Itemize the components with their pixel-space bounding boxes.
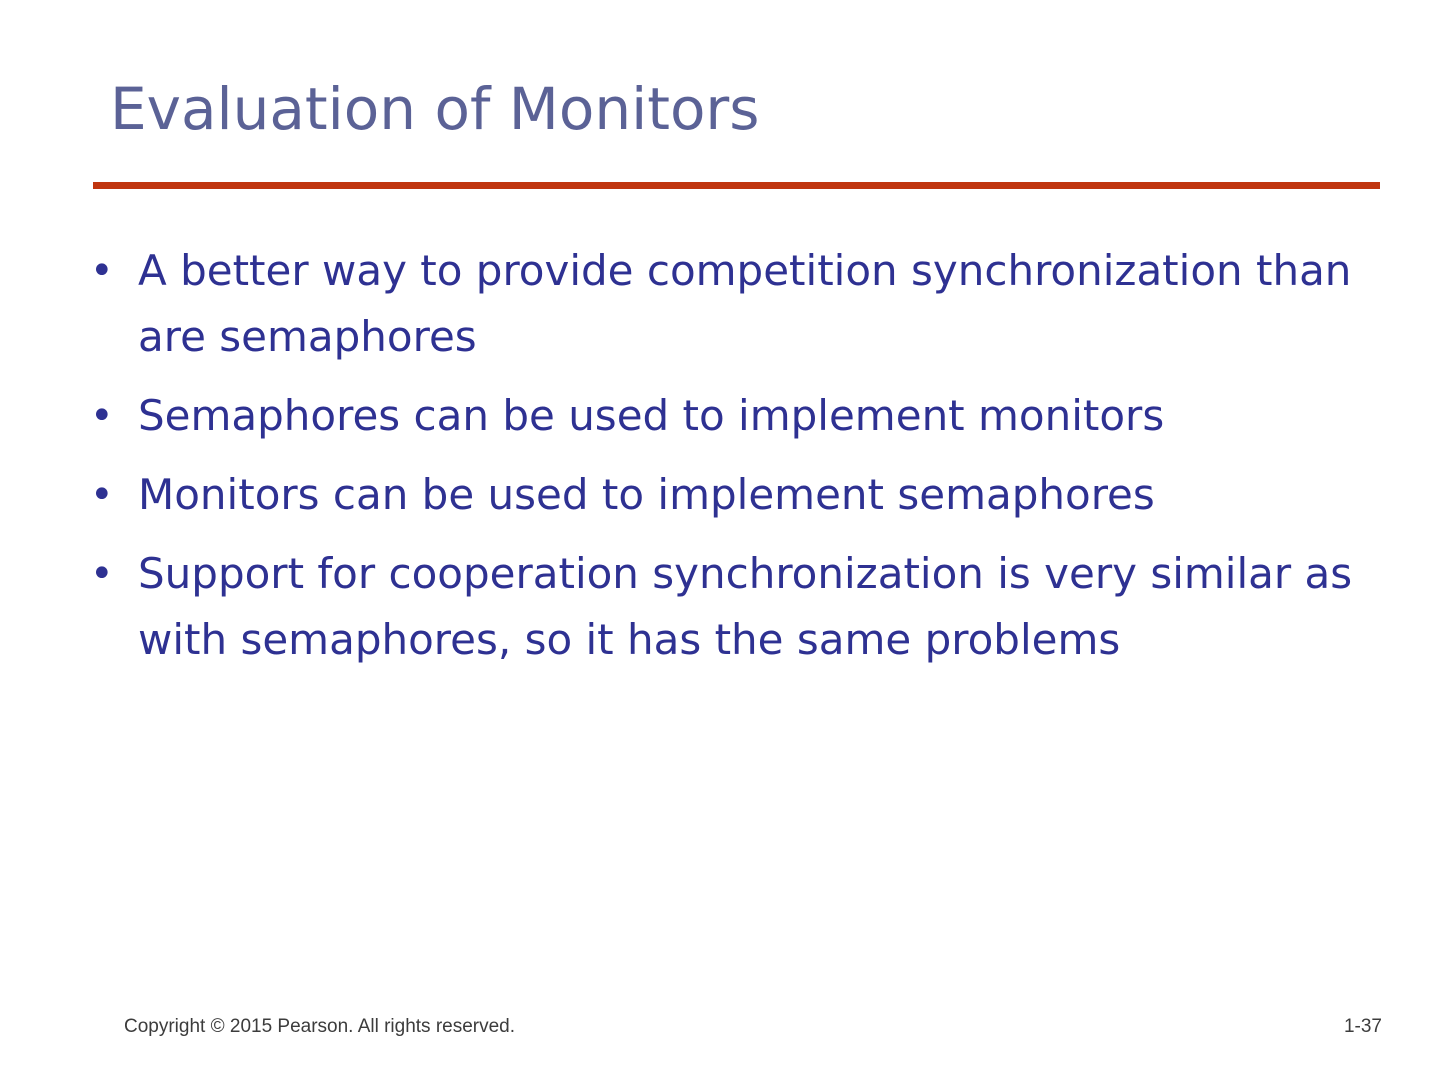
bullet-dot-icon: • [90,472,114,518]
list-item-text: A better way to provide competition synchronization than are semaphores [138,246,1352,361]
list-item-text: Semaphores can be used to implement monitors [138,391,1165,440]
list-item [80,383,1370,449]
list-item-text: Monitors can be used to implement semaphores [138,470,1155,519]
title-divider [93,182,1380,189]
page-title: Evaluation of Monitors [110,75,760,143]
list-item-text: Support for cooperation synchronization is very similar as with semaphores, so it has the same problems [138,549,1353,664]
bullet-dot-icon: • [90,393,114,439]
list-item [80,238,1370,370]
list-item [80,462,1370,528]
page-number: 1-37 [1343,1016,1382,1037]
bullet-dot-icon: • [90,248,114,294]
copyright-notice: Copyright © 2015 Pearson. All rights reserved. [124,1016,516,1037]
bullet-list [80,238,1370,686]
bullet-dot-icon: • [90,551,114,597]
list-item [80,541,1370,673]
